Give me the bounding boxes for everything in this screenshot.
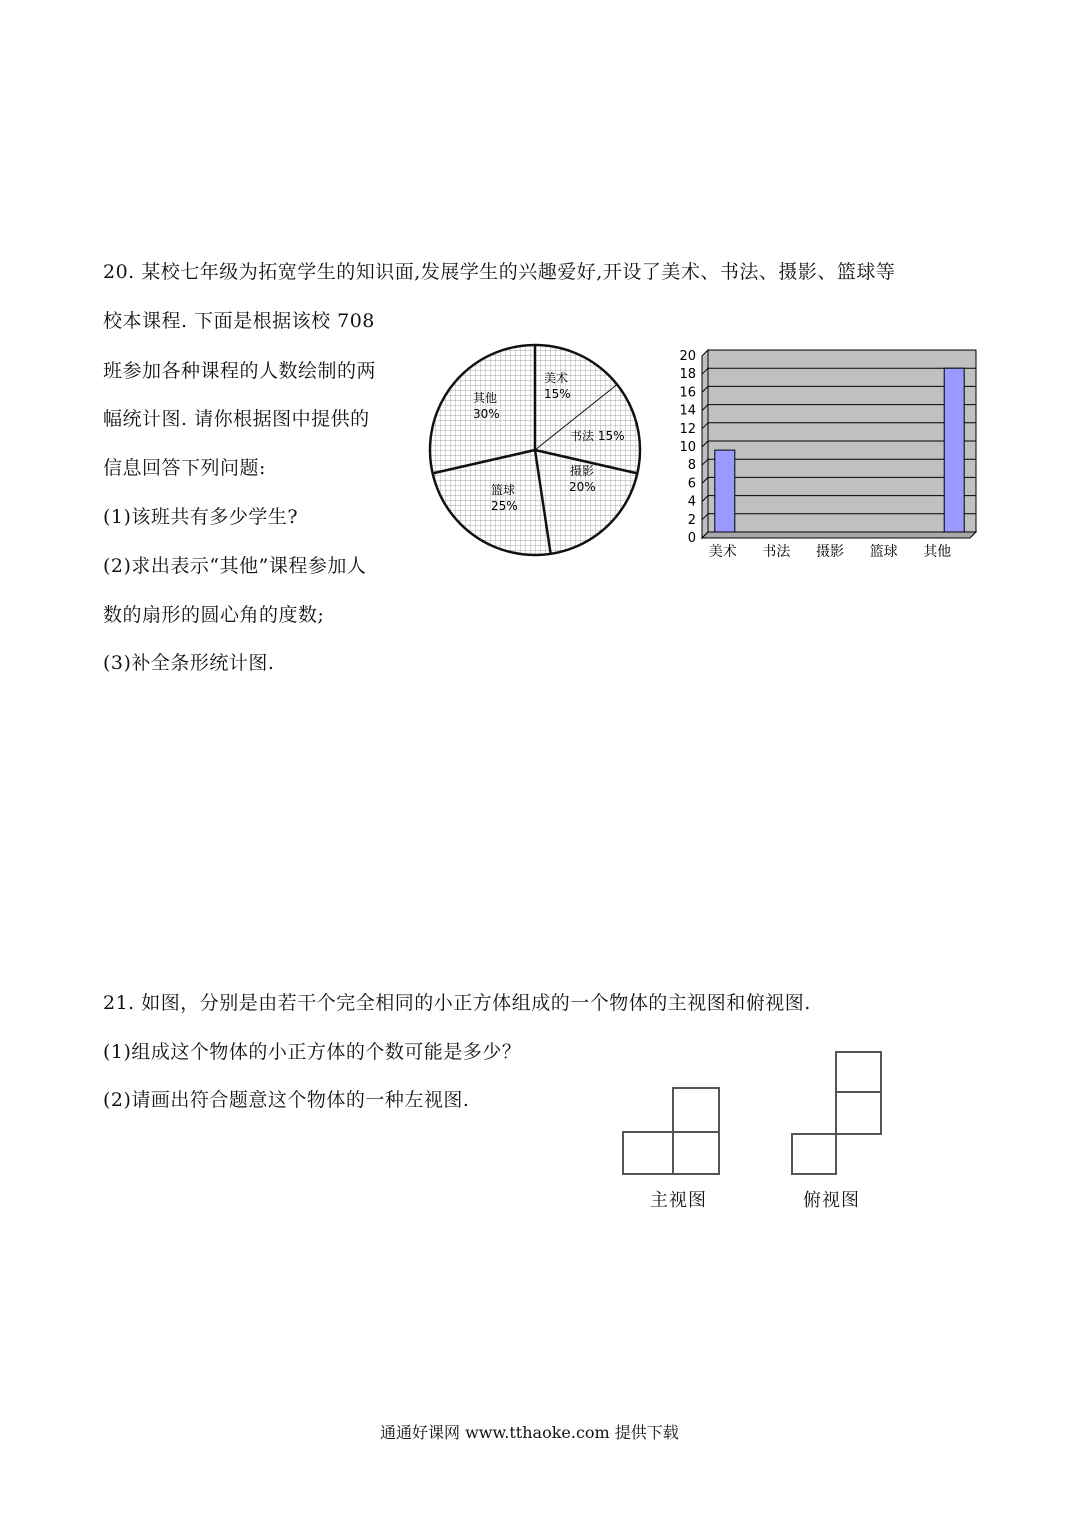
bar-ytick-label-5: 10 [679,440,696,455]
pie-label-meishu-name: 美术 [544,371,569,385]
q20-sub3: (3)补全条形统计图. [103,652,275,674]
q21-sub1: (1)组成这个物体的小正方体的个数可能是多少？ [103,1041,522,1063]
pie-label-sheying-pct: 20% [569,480,596,494]
q20-line1: 20. 某校七年级为拓宽学生的知识面,发展学生的兴趣爱好,开设了美术、书法、摄影、篮球等 [103,261,896,283]
bar-xtick-label-4: 其他 [923,544,952,560]
top-view-cell-2 [836,1092,881,1134]
bar-0 [715,450,735,532]
pie-label-shufa: 书法 15% [570,429,625,443]
top-view-cell-3 [792,1134,836,1174]
pie-label-qita-name: 其他 [473,391,498,405]
pie-chart [420,335,650,565]
pie-label-lanqiu-pct: 25% [491,499,518,513]
pie-slices [430,345,640,555]
pie-label-meishu-pct: 15% [544,387,571,401]
bar-ytick-label-0: 0 [687,531,696,546]
bar-chart-layer [679,349,976,560]
front-view-diagram [615,1080,730,1180]
top-view-diagram [785,1045,890,1180]
top-view-caption: 俯视图 [803,1190,860,1211]
bar-ytick-label-2: 4 [687,494,696,510]
q21-sub2: (2)请画出符合题意这个物体的一种左视图. [103,1089,470,1111]
bar-ytick-label-7: 14 [679,403,696,419]
pie-label-lanqiu-name: 篮球 [491,483,516,497]
q20-sub2b: 数的扇形的圆心角的度数; [103,604,325,626]
bar-4 [944,368,964,532]
front-view-caption: 主视图 [650,1190,707,1211]
pie-label-sheying-name: 摄影 [570,464,595,478]
bar-xtick-label-1: 书法 [762,544,791,560]
bar-xtick-label-3: 篮球 [869,544,898,560]
bar-plot-floor [702,532,976,538]
bar-ytick-label-3: 6 [687,476,696,492]
q20-sub2a: (2)求出表示“其他”课程参加人 [103,555,367,577]
bar-chart [670,338,990,568]
q20-line5: 信息回答下列问题: [103,457,266,479]
bar-ytick-label-1: 2 [687,512,696,528]
front-view-cell-bottom-right [673,1132,719,1174]
bar-ytick-label-10: 20 [679,349,696,364]
bar-ytick-label-6: 12 [679,421,696,437]
front-view-cell-top [673,1088,719,1132]
bar-xtick-label-0: 美术 [708,544,737,560]
q20-sub1: (1)该班共有多少学生? [103,506,299,528]
bar-xtick-label-2: 摄影 [816,544,844,560]
bar-ytick-label-4: 8 [687,458,696,474]
bar-ytick-label-8: 16 [679,385,696,401]
q21-line1: 21. 如图，分别是由若干个完全相同的小正方体组成的一个物体的主视图和俯视图. [103,992,811,1014]
front-view-cell-bottom-left [623,1132,673,1174]
q20-line2: 校本课程. 下面是根据该校 708 [103,310,375,332]
footer-text: 通通好课网 www.tthaoke.com 提供下载 [380,1423,679,1442]
pie-label-qita-pct: 30% [473,407,500,421]
top-view-cell-1 [836,1052,881,1092]
q20-line4: 幅统计图. 请你根据图中提供的 [103,408,370,430]
bar-ytick-label-9: 18 [679,367,696,383]
q20-line3: 班参加各种课程的人数绘制的两 [103,360,377,382]
